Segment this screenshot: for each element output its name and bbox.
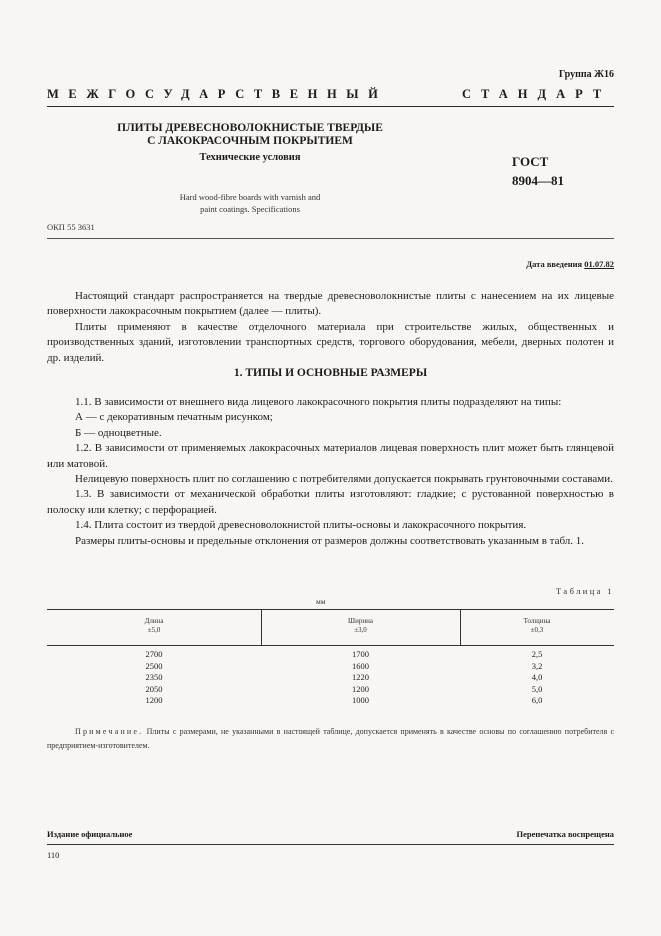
clause-1-1: 1.1. В зависимости от внешнего вида лицевого лакокрасочного покрытия плиты подразделяют на типы: [75,396,562,408]
table-cell: 2,5 [531,649,543,659]
header-length-name: Длина [144,617,164,625]
table-note [47,725,614,753]
table-header-rule [47,645,614,646]
type-b: Б — одноцветные. [75,426,162,439]
header-thickness [460,617,614,635]
table-cell: 6,0 [531,695,543,706]
intro-text [47,289,614,366]
banner-standard: СТАНДАРТ [462,87,612,101]
header-width-name: Ширина [348,617,373,625]
clause-1-2-note: Нелицевую поверхность плит по соглашению с потребителями допускается покрывать грунтовочными составами. [75,473,613,486]
column-length [47,649,261,707]
table-cell: 1700 [352,649,369,659]
document-subtitle: Технические условия [199,152,301,163]
table-cell: 1200 [352,683,369,694]
banner-interstate: МЕЖГОСУДАРСТВЕННЫЙ [47,87,388,101]
title-line-2: С ЛАКОКРАСОЧНЫМ ПОКРЫТИЕМ [147,135,353,147]
header-width [261,617,460,635]
table-caption: Таблица 1 [556,586,614,596]
type-a: А — с декоративным печатным рисунком; [75,411,273,424]
note-text: Плиты с размерами, не указанными в настоящей таблице, допускается применять в качестве основы по соглашению потребителя с предприятием-изготовителем. [47,727,614,750]
header-rule [47,238,614,239]
table-cell: 5,0 [531,683,543,694]
table-cell: 2500 [145,660,163,671]
date-label: Дата введения [526,259,583,269]
page-number: 110 [47,850,60,860]
intro-paragraph: Настоящий стандарт распространяется на твердые древесноволокнистые плиты с нанесением на их лицевые поверхности лакокрасочным покрытием (далее — плиты). [47,290,614,318]
table-cell: 3,2 [531,660,543,671]
gost-label: ГОСТ [512,154,549,169]
table-cell: 1000 [352,695,369,706]
clause-1-2: 1.2. В зависимости от применяемых лакокрасочных материалов лицевая поверхность плит может быть глянцевой или матовой. [47,442,614,470]
gost-designation [512,152,564,190]
english-title-line-2: paint coatings. Specifications [200,204,300,214]
clause-1-3: 1.3. В зависимости от механической обработки плиты изготовляют: гладкие; с рустованной поверхностью в полоску или клетку; с перфорацией. [47,488,614,516]
table-cell: 4,0 [531,672,543,683]
clause-1-4: 1.4. Плита состоит из твердой древесноволокнистой плиты-основы и лакокрасочного покрытия. [75,519,527,532]
title-line-1: ПЛИТЫ ДРЕВЕСНОВОЛОКНИСТЫЕ ТВЕРДЫЕ [117,122,383,134]
table-cell: 1220 [352,672,369,683]
gost-number: 8904—81 [512,173,564,188]
column-width [261,649,460,707]
header-thickness-tolerance: ±0,3 [530,626,544,634]
footer-reprint-prohibited: Перепечатка воспрещена [516,829,614,839]
table-cell: 2050 [145,683,163,694]
dimensions-table [47,609,614,719]
table-cell: 1600 [352,660,369,671]
header-thickness-name: Толщина [523,617,551,625]
header-length [47,617,261,635]
section-title: 1. ТИПЫ И ОСНОВНЫЕ РАЗМЕРЫ [233,367,428,379]
section-text [47,395,614,549]
table-cell: 2700 [145,649,163,659]
footer-official-edition: Издание официальное [47,829,133,839]
intro-paragraph: Плиты применяют в качестве отделочного материала при строительстве жилых, общественных и производственных зданий, изготовлении транспортных средств, торгового оборудования, мебели, дверных полотен и др. изделий. [47,320,614,364]
table-cell: 1200 [145,695,163,706]
footer-rule [47,844,614,845]
table-top-rule [47,609,614,610]
table-unit: мм [316,597,326,606]
note-lead: Примечание. [75,727,144,736]
introduction-date [526,259,614,269]
header-width-tolerance: ±3,0 [354,626,367,634]
okp-code: ОКП 55 3631 [47,222,95,232]
english-title [140,191,360,215]
column-thickness [460,649,614,707]
clause-1-4-sizes: Размеры плиты-основы и предельные отклонения от размеров должны соответствовать указанным в табл. 1. [75,534,585,547]
document-title [90,122,410,148]
table-cell: 2350 [145,672,163,683]
date-value: 01.07.82 [584,259,614,269]
group-code: Группа Ж16 [558,69,614,80]
english-title-line-1: Hard wood-fibre boards with varnish and [179,192,321,202]
banner-rule [47,106,614,107]
header-length-tolerance: ±5,0 [147,626,161,634]
